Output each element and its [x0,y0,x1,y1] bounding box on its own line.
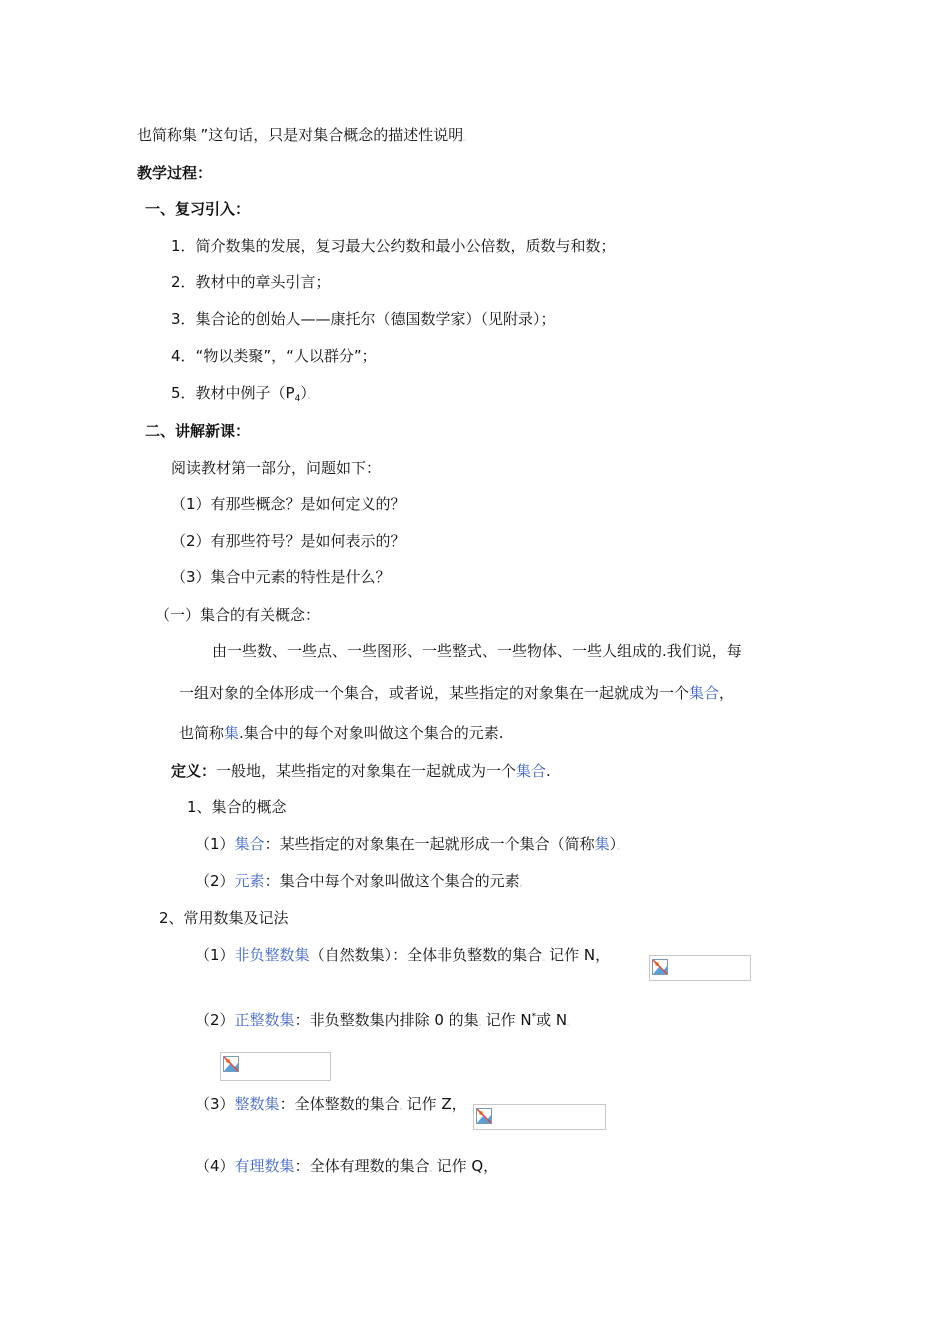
small-mark: 。 [542,954,550,962]
text: ：非负整数集内排除 0 的集 [294,1011,479,1029]
small-mark: 。 [197,134,201,142]
list-item [171,383,315,409]
heading-new-lesson: 二、讲解新课： [145,422,251,440]
text: ：集合中每个对象叫做这个集合的元素 [264,872,520,890]
text: ：全体有理数的集合 [294,1157,430,1175]
text: 5．教材中例子（P [171,384,295,402]
term: 集合 [689,684,720,702]
text: 记作 Z， [406,1095,467,1113]
concept-item [195,871,527,894]
text: ：某些指定的对象集在一起就形成一个集合（简称 [264,835,595,853]
broken-image-icon [652,959,668,975]
small-mark: 。 [429,1165,437,1173]
small-mark: 。 [307,392,315,400]
term: 集 [224,724,240,742]
broken-image-icon [476,1108,492,1124]
paragraph: 由一些数、一些点、一些图形、一些整式、一些物体、一些人组成的.我们说，每 [212,642,742,660]
text: （2） [195,1011,235,1029]
heading-teaching-process: 教学过程： [137,164,213,182]
text: 也简称 [179,724,225,742]
small-mark: 。 [567,1019,575,1027]
paragraph [179,723,504,743]
text: 也简称集 [137,126,198,144]
small-mark: 。 [617,843,625,851]
text: 记作 Q， [436,1157,499,1175]
superscript: * [531,1012,537,1022]
definition-label: 定义： [171,762,217,780]
list-item: 2．教材中的章头引言； [171,273,331,291]
text: 记作 N [485,1011,532,1029]
text: ：全体整数的集合 [279,1095,400,1113]
text: 一组对象的全体形成一个集合，或者说，某些指定的对象集在一起就成为一个 [179,684,690,702]
text: ， [719,684,735,702]
list-item: 1．简介数集的发展，复习最大公约数和最小公倍数，质数与和数； [171,237,616,255]
number-set-item [195,945,610,968]
subscript: 4 [294,394,301,404]
formula-image-placeholder [220,1052,331,1081]
text: 或 N [536,1011,568,1029]
small-mark: 。 [519,880,527,888]
text: 记作 N， [549,946,611,964]
question: （3）集合中元素的特性是什么？ [171,568,391,586]
text: （1） [195,946,235,964]
text-line [137,125,470,148]
text: .集合中的每个对象叫做这个集合的元素. [239,724,504,742]
text: ） [609,835,618,853]
subsection-title: 2、常用数集及记法 [159,909,289,927]
subsection-title: 1、集合的概念 [187,798,287,816]
text: （自然数集）：全体非负整数的集合 [309,946,543,964]
term: 正整数集 [234,1011,295,1029]
text: 一般地，某些指定的对象集在一起就成为一个 [216,762,517,780]
term: 有理数集 [234,1157,295,1175]
text: ） [300,384,308,402]
number-set-item [195,1156,498,1179]
heading-review: 一、复习引入： [145,200,251,218]
formula-image-placeholder [473,1104,606,1130]
small-mark: 。 [463,134,471,142]
paragraph: 阅读教材第一部分，问题如下： [171,459,382,477]
concept-item [195,834,624,857]
text: ”这句话，只是对集合概念的描述性说明 [200,126,464,144]
question: （2）有那些符号？是如何表示的？ [171,532,406,550]
term: 整数集 [234,1095,280,1113]
number-set-item [195,1007,574,1033]
definition [171,761,551,781]
small-mark: 。 [478,1019,486,1027]
formula-image-placeholder [649,955,751,981]
term: 集合 [516,762,547,780]
text: （3） [195,1095,235,1113]
text: . [546,762,551,780]
term: 集合 [234,835,265,853]
list-item: 4．“物以类聚”，“人以群分”； [171,347,377,365]
section-title: （一）集合的有关概念： [155,606,321,624]
text: （1） [195,835,235,853]
term: 非负整数集 [234,946,310,964]
number-set-item [195,1094,467,1117]
text: （2） [195,872,235,890]
broken-image-icon [223,1056,239,1072]
text: （4） [195,1157,235,1175]
question: （1）有那些概念？是如何定义的？ [171,495,406,513]
list-item: 3．集合论的创始人——康托尔（德国数学家）（见附录）； [171,310,556,328]
small-mark: 。 [399,1103,407,1111]
paragraph [179,683,734,703]
term: 元素 [234,872,265,890]
term: 集 [594,835,610,853]
